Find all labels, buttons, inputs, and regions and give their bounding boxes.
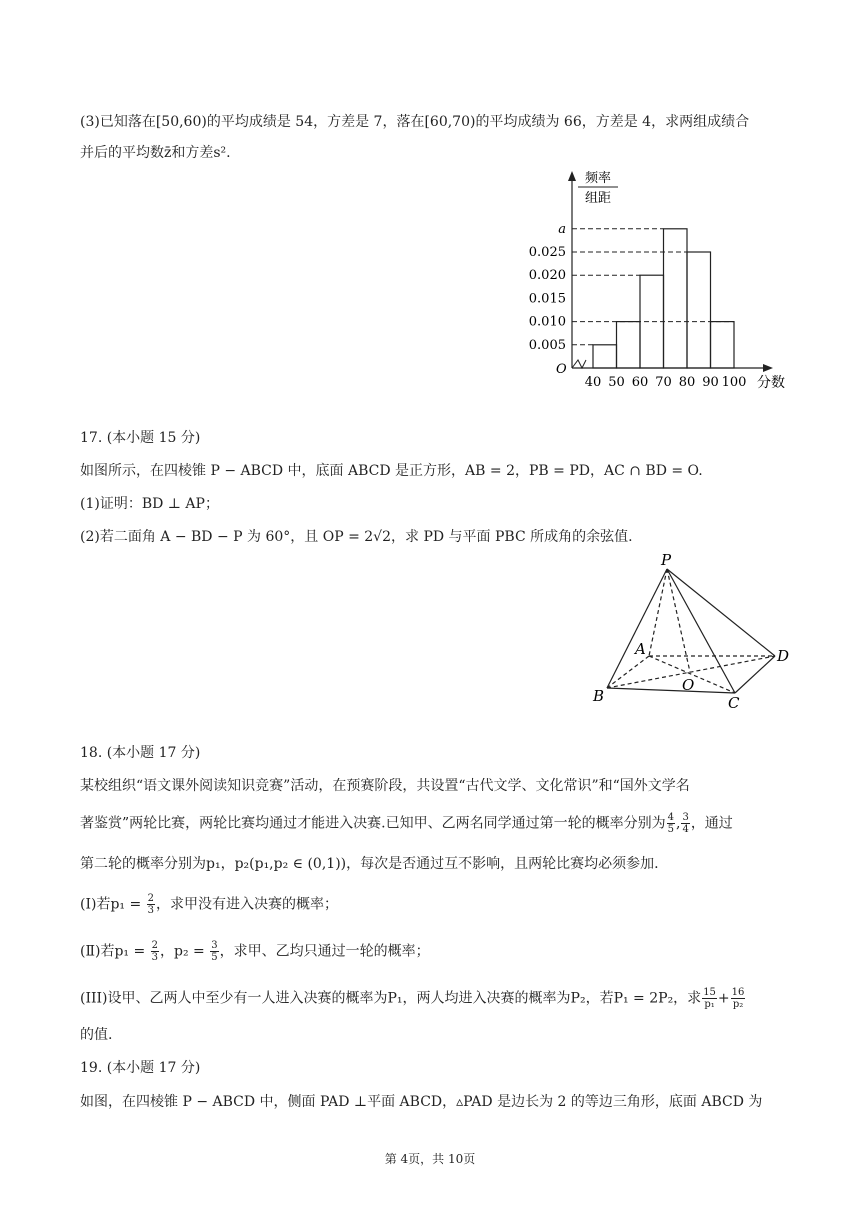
q18-part2-text: (Ⅱ)若p₁ = xyxy=(80,943,150,960)
histogram-bar-80-90 xyxy=(687,252,711,368)
histogram-bar-90-100 xyxy=(711,322,735,368)
y-tick-label: 0.015 xyxy=(528,291,566,307)
q18-part3-text: (III)设甲、乙两人中至少有一人进入决赛的概率为P₁，两人均进入决赛的概率为P₂，若P₁ = 2P₂，求 xyxy=(80,990,702,1007)
q16-part3-line2: 并后的平均数z̄和方差s². xyxy=(80,145,231,161)
q18-part3-end: 的值. xyxy=(80,1027,113,1043)
q16-part3-line1: (3)已知落在[50,60)的平均成绩是 54，方差是 7，落在[60,70)的平均成绩为 66，方差是 4，求两组成绩合 xyxy=(80,114,750,130)
q19-line1: 如图，在四棱锥 P − ABCD 中，侧面 PAD ⊥平面 ABCD，▵PAD 是边长为 2 的等边三角形，底面 ABCD 为 xyxy=(80,1094,763,1110)
q19-header: 19. (本小题 17 分) xyxy=(80,1060,201,1076)
fraction-2-3: $\frac{2}{3}$ xyxy=(151,940,159,963)
q18-part1-text: (Ⅰ)若p₁ = xyxy=(80,896,146,913)
vertex-label-O: O xyxy=(682,676,695,694)
origin-label: O xyxy=(556,362,567,377)
q18-line2: 著鉴赏”两轮比赛，两轮比赛均通过才能进入决赛.已知甲、乙两名同学通过第一轮的概率分别为 $\frac{4}{5}$ , $\frac{3}{4}$ ，通过 xyxy=(80,812,733,835)
y-tick-label: 0.025 xyxy=(528,245,566,260)
histogram-bar-50-60 xyxy=(617,322,641,368)
q18-part1-tail: ，求甲没有进入决赛的概率； xyxy=(156,896,339,913)
plus-sign: + xyxy=(717,990,730,1007)
y-axis-title-top: 频率 xyxy=(584,171,612,186)
histogram-bar-40-50 xyxy=(593,345,617,368)
x-tick-label: 90 xyxy=(702,375,719,390)
q18-line3: 第二轮的概率分别为p₁，p₂(p₁,p₂ ∈ (0,1))，每次是否通过互不影响，且两轮比赛均必须参加. xyxy=(80,856,659,872)
y-axis-title xyxy=(578,170,618,206)
q18-line2-text: 著鉴赏”两轮比赛，两轮比赛均通过才能进入决赛.已知甲、乙两名同学通过第一轮的概率分别为 xyxy=(80,815,666,832)
q18-line1: 某校组织“语文课外阅读知识竞赛”活动，在预赛阶段，共设置“古代文学、文化常识”和“国外文学名 xyxy=(80,778,690,794)
fraction-3-4: $\frac{3}{4}$ xyxy=(682,812,689,835)
x-tick-label: 80 xyxy=(678,375,696,390)
fraction-2-3: $\frac{2}{3}$ xyxy=(147,893,155,916)
x-tick-label: 100 xyxy=(721,375,747,390)
y-tick-label: 0.020 xyxy=(528,268,566,284)
pyramid-diagram xyxy=(585,550,800,710)
y-tick-label: 0.005 xyxy=(528,337,566,353)
vertex-label-P: P xyxy=(661,551,672,569)
x-axis-arrow xyxy=(763,364,773,372)
q17-header: 17. (本小题 15 分) xyxy=(80,430,201,446)
y-axis-title-bottom: 组距 xyxy=(584,191,612,206)
vertex-label-B: B xyxy=(593,687,605,705)
fraction-4-5: $\frac{4}{5}$ xyxy=(667,812,674,835)
histogram-bar-70-80 xyxy=(664,229,688,368)
q18-part2 xyxy=(80,940,430,963)
x-tick-label: 40 xyxy=(584,375,602,390)
q17-stem: 如图所示，在四棱锥 P − ABCD 中，底面 ABCD 是正方形，AB = 2，PB = PD，AC ∩ BD = O. xyxy=(80,463,703,479)
axis-break xyxy=(572,360,586,368)
q17-part1: (1)证明：BD ⊥ AP； xyxy=(80,496,219,512)
y-axis-arrow xyxy=(568,171,576,181)
x-axis-title: 分数 xyxy=(757,375,785,391)
fraction-3-5: $\frac{3}{5}$ xyxy=(211,940,218,963)
q18-part3 xyxy=(80,987,746,1010)
x-tick-label: 70 xyxy=(655,375,672,390)
vertex-label-A: A xyxy=(635,640,646,658)
fraction-16-p2: $\frac{16}{\text{p₂}}$ xyxy=(731,987,745,1010)
frequency-histogram xyxy=(520,165,800,395)
fraction-15-p1: $\frac{15}{\text{p₁}}$ xyxy=(703,987,716,1010)
histogram-bar-60-70 xyxy=(640,275,664,368)
q18-part1 xyxy=(80,893,338,916)
y-tick-label: 0.010 xyxy=(528,314,566,330)
q18-part2-mid: ，p₂ = xyxy=(160,943,210,960)
y-tick-label: a xyxy=(558,221,566,237)
q17-part2: (2)若二面角 A − BD − P 为 60°，且 OP = 2√2，求 PD 与平面 PBC 所成角的余弦值. xyxy=(80,529,633,545)
x-tick-label: 50 xyxy=(608,375,625,390)
vertex-label-D: D xyxy=(777,647,790,665)
q18-part2-tail: ，求甲、乙均只通过一轮的概率； xyxy=(219,943,430,960)
q18-header: 18. (本小题 17 分) xyxy=(80,745,201,761)
q18-line2-tail: ，通过 xyxy=(690,815,733,832)
page-footer: 第 4页，共 10页 xyxy=(384,1152,476,1166)
x-tick-label: 60 xyxy=(631,375,649,390)
vertex-label-C: C xyxy=(728,694,740,710)
